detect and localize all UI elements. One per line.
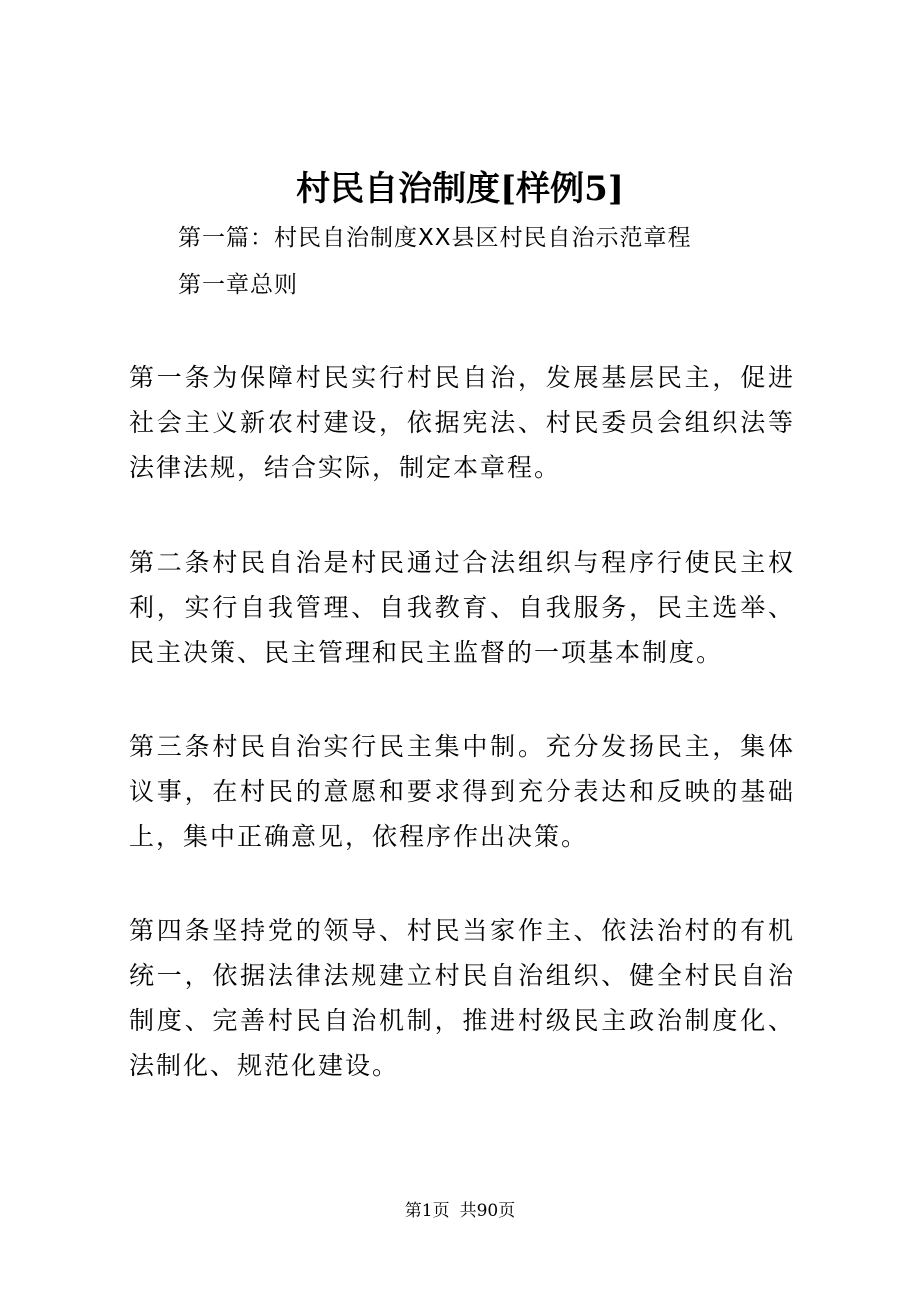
document-title: 村民自治制度[样例5] <box>296 169 624 209</box>
page-number: 第1页 <box>404 1201 450 1221</box>
article-paragraph-4: 第四条坚持党的领导、村民当家作主、依法治村的有机统一，依据法律法规建立村民自治组织、健全村民自治制度、完善村民自治机制，推进村级民主政治制度化、法制化、规范化建设。 <box>129 916 795 1080</box>
page-footer <box>0 1198 920 1224</box>
article-paragraph-3: 第三条村民自治实行民主集中制。充分发扬民主，集体议事，在村民的意愿和要求得到充分表达和反映的基础上，集中正确意见，依程序作出决策。 <box>129 732 795 851</box>
article-paragraph-2: 第二条村民自治是村民通过合法组织与程序行使民主权利，实行自我管理、自我教育、自我服务，民主选举、民主决策、民主管理和民主监督的一项基本制度。 <box>129 548 795 667</box>
page-total: 共90页 <box>459 1201 516 1221</box>
section-subtitle: 第一篇：村民自治制度XX县区村民自治示范章程 <box>178 225 692 251</box>
article-paragraph-1: 第一条为保障村民实行村民自治，发展基层民主，促进社会主义新农村建设，依据宪法、村民委员会组织法等法律法规，结合实际，制定本章程。 <box>129 363 795 482</box>
chapter-heading: 第一章总则 <box>178 272 298 298</box>
